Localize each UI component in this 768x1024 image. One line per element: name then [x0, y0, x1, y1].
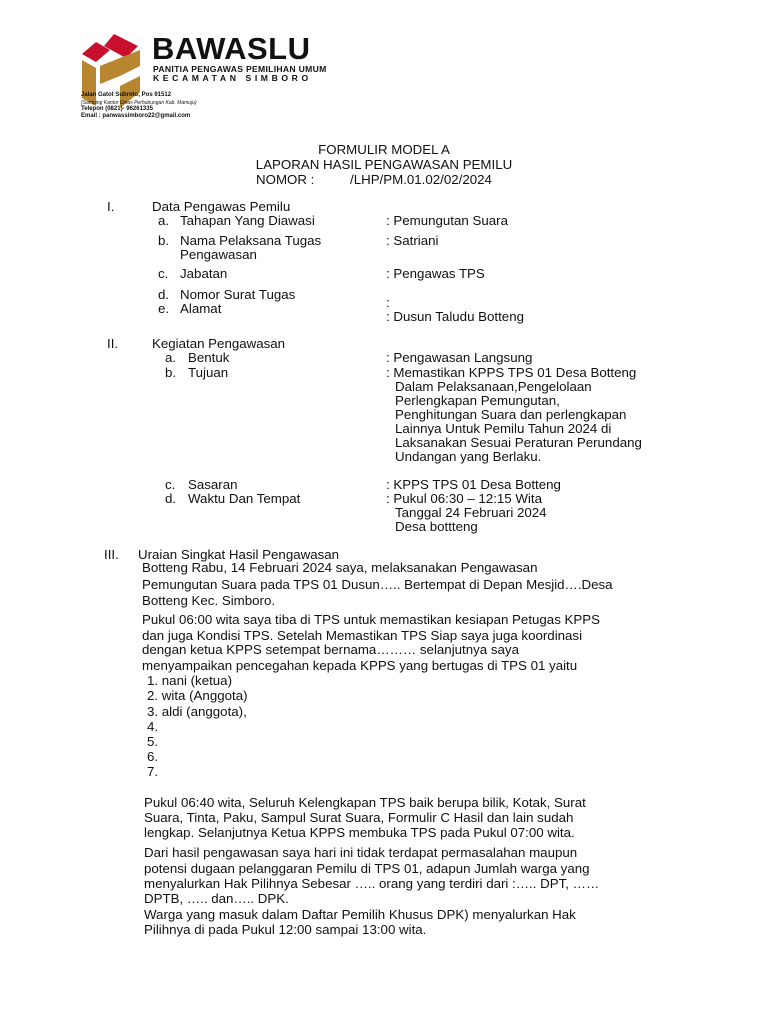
section-1-number: I.: [107, 199, 115, 214]
section-2-number: II.: [107, 336, 119, 351]
brand-subtitle-1: PANITIA PENGAWAS PEMILIHAN UMUM: [153, 64, 327, 74]
item-label: Bentuk: [188, 350, 230, 365]
item-label: Sasaran: [188, 477, 238, 492]
waktu-line: Desa bottteng: [395, 519, 478, 534]
item-letter: c.: [165, 477, 176, 492]
phone-line: Telepon (0821)- 96261335: [81, 106, 153, 112]
item-letter: d.: [165, 491, 177, 506]
item-value: : Pengawasan Langsung: [386, 350, 533, 365]
para-1-line: Pemungutan Suara pada TPS 01 Dusun….. Bertempat di Depan Mesjid….Desa: [142, 577, 613, 592]
item-label: Jabatan: [180, 266, 228, 281]
item-label: Alamat: [180, 301, 222, 316]
list-item: 1. nani (ketua): [147, 673, 233, 688]
tujuan-line: Lainnya Untuk Pemilu Tahun 2024 di: [395, 421, 612, 436]
item-letter: b.: [158, 233, 170, 248]
brand-subtitle-2: KECAMATAN SIMBORO: [153, 73, 312, 83]
email-line: Email : panwassimboro22@gmail.com: [81, 113, 191, 119]
item-letter: d.: [158, 287, 170, 302]
address-line-1: Jalan Gatot Subroto, Pos 91512: [81, 92, 172, 98]
list-item: 5.: [147, 734, 159, 749]
para-2-line: dengan ketua KPPS setempat bernama……… selanjutnya saya: [142, 642, 519, 657]
para-4-line: potensi dugaan pelanggaran Pemilu di TPS 01, adapun Jumlah warga yang: [144, 861, 590, 876]
item-letter: a.: [165, 350, 177, 365]
item-label: Nomor Surat Tugas: [180, 287, 296, 302]
list-item: 2. wita (Anggota): [147, 688, 248, 703]
para-4-line: Dari hasil pengawasan saya hari ini tidak terdapat permasalahan maupun: [144, 845, 578, 860]
para-3-line: lengkap. Selanjutnya Ketua KPPS membuka TPS pada Pukul 07:00 wita.: [144, 825, 575, 840]
item-label-continued: Pengawasan: [180, 247, 257, 262]
item-label: Tahapan Yang Diawasi: [180, 213, 315, 228]
report-title: LAPORAN HASIL PENGAWASAN PEMILU: [255, 157, 513, 172]
para-2-line: dan juga Kondisi TPS. Setelah Memastikan TPS Siap saya juga koordinasi: [142, 628, 583, 643]
item-letter: c.: [158, 266, 169, 281]
list-item: 4.: [147, 719, 159, 734]
item-value: : Pemungutan Suara: [386, 213, 508, 228]
para-2-line: menyampaikan pencegahan kepada KPPS yang bertugas di TPS 01 yaitu: [142, 658, 578, 673]
item-value: : Dusun Taludu Botteng: [386, 309, 524, 324]
address-line-2: (Samping Kantor Dinas Perhubungan Kab. Mamuju): [81, 100, 197, 106]
section-1-title: Data Pengawas Pemilu: [152, 199, 291, 214]
tujuan-line: : Memastikan KPPS TPS 01 Desa Botteng: [386, 365, 637, 380]
para-4-line: menyalurkan Hak Pilihnya Sebesar ….. orang yang terdiri dari :….. DPT, ……: [144, 876, 600, 891]
item-label: Nama Pelaksana Tugas: [180, 233, 322, 248]
para-2-line: Pukul 06:00 wita saya tiba di TPS untuk memastikan kesiapan Petugas KPPS: [142, 612, 601, 627]
item-value: : KPPS TPS 01 Desa Botteng: [386, 477, 561, 492]
section-3-title: Uraian Singkat Hasil Pengawasan: [138, 547, 340, 562]
para-1-line: Botteng Kec. Simboro.: [142, 593, 276, 608]
list-item: 6.: [147, 749, 159, 764]
section-2-title: Kegiatan Pengawasan: [152, 336, 286, 351]
item-letter: a.: [158, 213, 170, 228]
list-item: 7.: [147, 764, 159, 779]
form-title: FORMULIR MODEL A: [318, 142, 450, 157]
item-label: Waktu Dan Tempat: [188, 491, 301, 506]
section-3-number: III.: [104, 547, 119, 562]
para-3-line: Pukul 06:40 wita, Seluruh Kelengkapan TPS baik berupa bilik, Kotak, Surat: [144, 795, 586, 810]
para-3-line: Suara, Tinta, Paku, Sampul Surat Suara, Formulir C Hasil dan lain sudah: [144, 810, 574, 825]
para-1-line: Botteng Rabu, 14 Februari 2024 saya, melaksanakan Pengawasan: [142, 560, 538, 575]
tujuan-line: Laksanakan Sesuai Peraturan Perundang: [395, 435, 642, 450]
waktu-line: : Pukul 06:30 – 12:15 Wita: [386, 491, 542, 506]
item-label: Tujuan: [188, 365, 229, 380]
item-value: :: [386, 295, 390, 310]
waktu-line: Tanggal 24 Februari 2024: [395, 505, 547, 520]
nomor-value: /LHP/PM.01.02/02/2024: [350, 172, 492, 187]
item-value: : Pengawas TPS: [386, 266, 485, 281]
nomor-label: NOMOR :: [256, 172, 315, 187]
list-item: 3. aldi (anggota),: [147, 704, 247, 719]
item-value: : Satriani: [386, 233, 439, 248]
tujuan-line: Undangan yang Berlaku.: [395, 449, 542, 464]
tujuan-line: Perlengkapan Pemungutan,: [395, 393, 560, 408]
tujuan-line: Penghitungan Suara dan perlengkapan: [395, 407, 627, 422]
para-4-line: Warga yang masuk dalam Daftar Pemilih Khusus DPK) menyalurkan Hak: [144, 907, 576, 922]
tujuan-line: Dalam Pelaksanaan,Pengelolaan: [395, 379, 592, 394]
para-4-line: Pilihnya di pada Pukul 12:00 sampai 13:00 wita.: [144, 922, 427, 937]
item-letter: b.: [165, 365, 177, 380]
para-4-line: DPTB, ….. dan….. DPK.: [144, 891, 289, 906]
brand-name: BAWASLU: [152, 31, 311, 66]
item-letter: e.: [158, 301, 170, 316]
